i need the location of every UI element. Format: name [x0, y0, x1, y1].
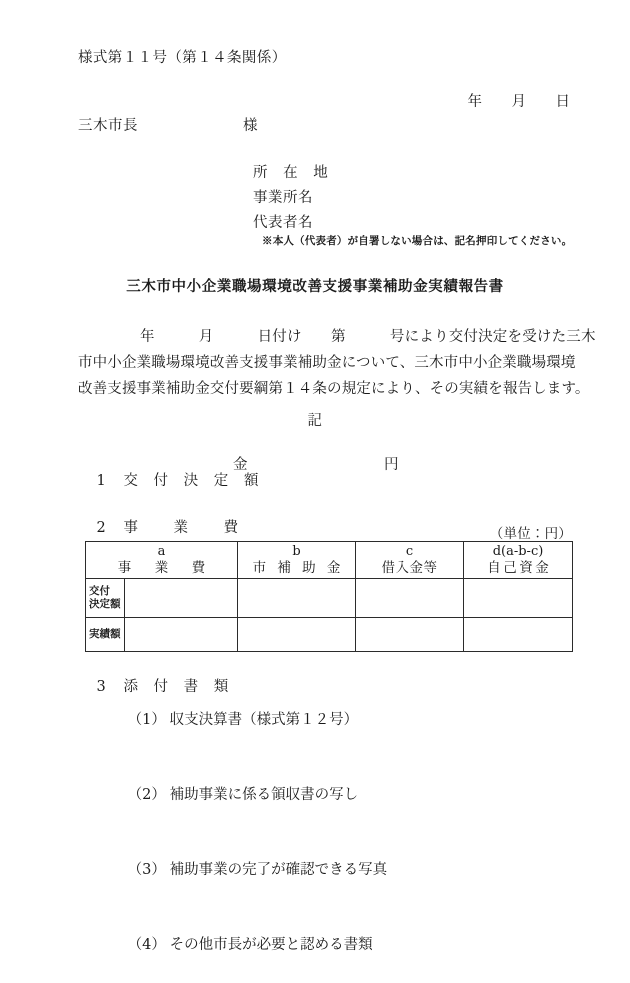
row-label-grant-decision-line1: 交付: [89, 585, 110, 597]
cost-table-col-c: [356, 542, 464, 579]
item-3-number: 3: [96, 679, 106, 695]
cost-table: [85, 541, 573, 652]
body-line-1: 年 月 日付け 第 号により交付決定を受けた三木: [140, 329, 596, 345]
cost-table-col-a: [86, 542, 238, 579]
applicant-business-name-label: 事業所名: [253, 190, 313, 206]
applicant-address-label: 所 在 地: [253, 165, 334, 181]
attachment-1-index: （1）: [127, 712, 166, 728]
attachment-2-text: 補助事業に係る領収書の写し: [169, 787, 359, 803]
addressee-name: 三木市長: [78, 118, 138, 134]
ki-marker: 記: [307, 413, 323, 429]
attachment-3-index: （3）: [127, 862, 166, 878]
row-label-actual: [86, 618, 125, 652]
item-3-label: 添 付 書 類: [123, 679, 234, 695]
document-title: 三木市中小企業職場環境改善支援事業補助金実績報告書: [126, 278, 504, 295]
row-label-grant-decision-line2: 決定額: [89, 598, 121, 610]
date-month-label: 月: [511, 94, 527, 110]
cell-actual-d[interactable]: [464, 618, 573, 652]
list-item: [100, 833, 387, 908]
applicant-block: [253, 161, 333, 236]
list-item: [100, 908, 387, 983]
date-line: [447, 74, 570, 127]
row-label-grant-decision: [86, 579, 125, 618]
cell-actual-c[interactable]: [356, 618, 464, 652]
date-day-label: 日: [555, 94, 571, 110]
item-1-number: 1: [96, 473, 106, 489]
attachment-2-index: （2）: [127, 787, 166, 803]
cost-table-col-d: [464, 542, 573, 579]
body-line-2: 市中小企業職場環境改善支援事業補助金について、三木市中小企業職場環境: [78, 355, 576, 371]
body-paragraph: [78, 324, 596, 402]
table-row: [86, 618, 573, 652]
list-item: [100, 758, 387, 833]
unit-note: （単位：円）: [489, 526, 572, 542]
cell-grant-decision-d[interactable]: [464, 579, 573, 618]
row-label-actual-line1: 実績額: [89, 628, 121, 640]
cost-table-col-a-name: 事 業 費: [117, 560, 211, 576]
item-1-yen-label: 円: [384, 457, 399, 473]
cell-grant-decision-c[interactable]: [356, 579, 464, 618]
seal-note: ※本人（代表者）が自署しない場合は、記名押印してください。: [262, 235, 573, 247]
form-number: 様式第１１号（第１４条関係）: [78, 50, 287, 66]
table-row: [86, 579, 573, 618]
addressee-honorific: 様: [243, 118, 258, 134]
cost-table-col-b-code: b: [292, 544, 301, 559]
cost-table-col-b: [238, 542, 356, 579]
cost-table-col-a-code: a: [157, 544, 166, 559]
item-1-label: 交 付 決 定 額: [123, 473, 264, 489]
cell-actual-a[interactable]: [125, 618, 238, 652]
applicant-representative-label: 代表者名: [253, 215, 313, 231]
cell-grant-decision-a[interactable]: [125, 579, 238, 618]
cost-table-col-c-name: 借入金等: [381, 560, 438, 576]
cost-table-col-d-name: 自己資金: [487, 560, 552, 576]
item-1-money-label: 金: [233, 457, 248, 473]
item-2-number: 2: [96, 520, 106, 536]
cost-table-col-c-code: c: [405, 544, 414, 559]
cost-table-header-row: [86, 542, 573, 579]
body-line-3: 改善支援事業補助金交付要綱第１４条の規定により、その実績を報告します。: [78, 381, 590, 397]
cost-table-col-d-code: d(a-b-c): [492, 544, 544, 559]
attachment-1-text: 収支決算書（様式第１２号）: [169, 712, 359, 728]
attachment-list: [100, 683, 387, 983]
cost-table-col-b-name: 市 補 助 金: [252, 560, 344, 576]
cell-grant-decision-b[interactable]: [238, 579, 356, 618]
attachment-4-text: その他市長が必要と認める書類: [169, 937, 373, 953]
cell-actual-b[interactable]: [238, 618, 356, 652]
item-2-label: 事 業 費: [123, 520, 244, 536]
attachment-4-index: （4）: [127, 937, 166, 953]
list-item: [100, 683, 387, 758]
date-year-label: 年: [467, 94, 483, 110]
attachment-3-text: 補助事業の完了が確認できる写真: [169, 862, 388, 878]
